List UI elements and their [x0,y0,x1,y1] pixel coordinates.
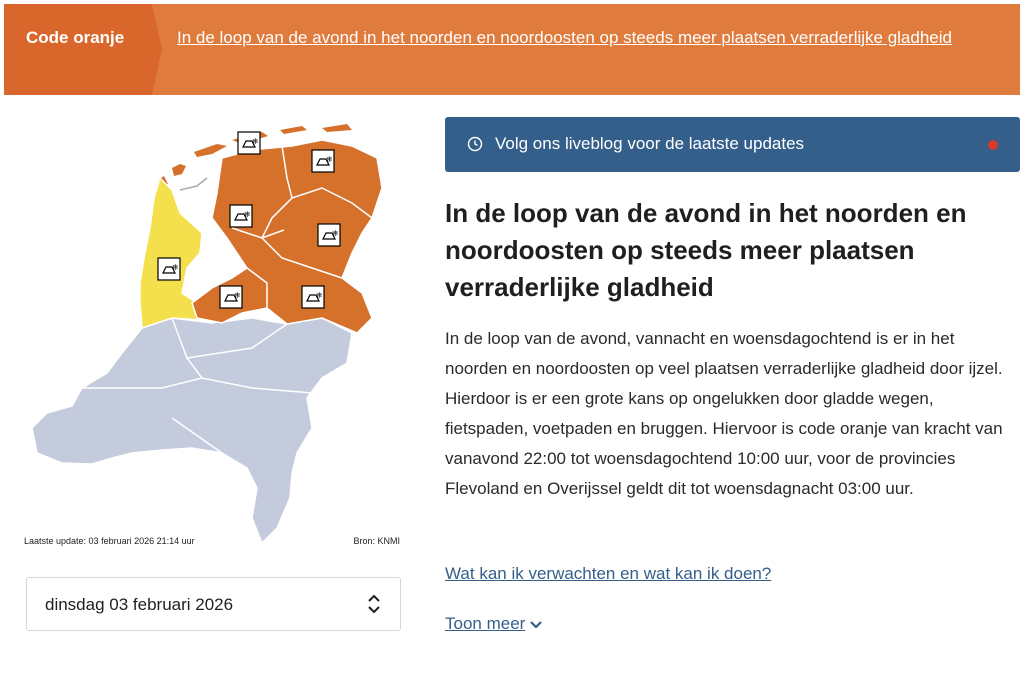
warning-map [22,118,402,548]
island-texel [172,164,186,176]
liveblog-button[interactable] [445,117,1020,172]
afsluitdijk [180,178,207,190]
warning-banner [4,4,1020,95]
article-headline: In de loop van de avond in het noorden en noordoosten op steeds meer plaatsen verraderlijke gladheid [445,198,967,302]
faq-link[interactable]: Wat kan ik verwachten en wat kan ik doen? [445,564,772,583]
live-indicator-dot [988,140,998,150]
up-down-chevron-icon [366,593,382,615]
icy-road-car-icon [158,258,180,280]
show-more-label: Toon meer [445,614,526,633]
date-select[interactable] [26,577,401,631]
map-source-text: Bron: KNMI [353,536,400,546]
svg-text:❄: ❄ [316,291,323,300]
icy-road-car-icon [220,286,242,308]
icy-road-car-icon [318,224,340,246]
netherlands-map [22,118,402,548]
show-more-button[interactable] [445,614,543,634]
svg-text:❄: ❄ [252,137,259,146]
code-orange-label [4,4,152,95]
clock-icon [467,136,483,152]
island-schiermonnikoog [322,124,352,132]
map-update-text: Laatste update: 03 februari 2026 21:14 uur [24,536,195,546]
banner-label-arrow [4,4,164,95]
date-select-value: dinsdag 03 februari 2026 [45,595,234,614]
map-region-south [32,318,352,543]
svg-text:❄: ❄ [326,155,333,164]
icy-road-car-icon [238,132,260,154]
island-ameland [280,126,307,134]
article-body: In de loop van de avond, vannacht en woensdagochtend is er in het noorden en noordoosten op veel plaatsen verraderlijke gladheid door ijzel. Hierdoor is er een grote kans op ongelukken door gladde wegen, fietspaden, voetpaden en bruggen. Hiervoor is code oranje van kracht van vanavond 22:00 tot woensdagochtend 10:00 uur, voor de provincies Flevoland en Overijssel geldt dit tot woensdagnacht 03:00 uur. [445,329,1003,498]
icy-road-car-icon [230,205,252,227]
svg-text:❄: ❄ [332,229,339,238]
island-vlieland [194,144,227,157]
code-label-text: Code oranje [26,28,125,47]
svg-text:❄: ❄ [234,291,241,300]
chevron-down-icon [529,620,543,630]
icy-road-car-icon [312,150,334,172]
svg-text:❄: ❄ [172,263,179,272]
banner-headline-link[interactable]: In de loop van de avond in het noorden en noordoosten op steeds meer plaatsen verraderlijke gladheid [177,28,952,47]
icy-road-car-icon [302,286,324,308]
svg-text:❄: ❄ [244,210,251,219]
liveblog-text: Volg ons liveblog voor de laatste updates [495,134,805,153]
